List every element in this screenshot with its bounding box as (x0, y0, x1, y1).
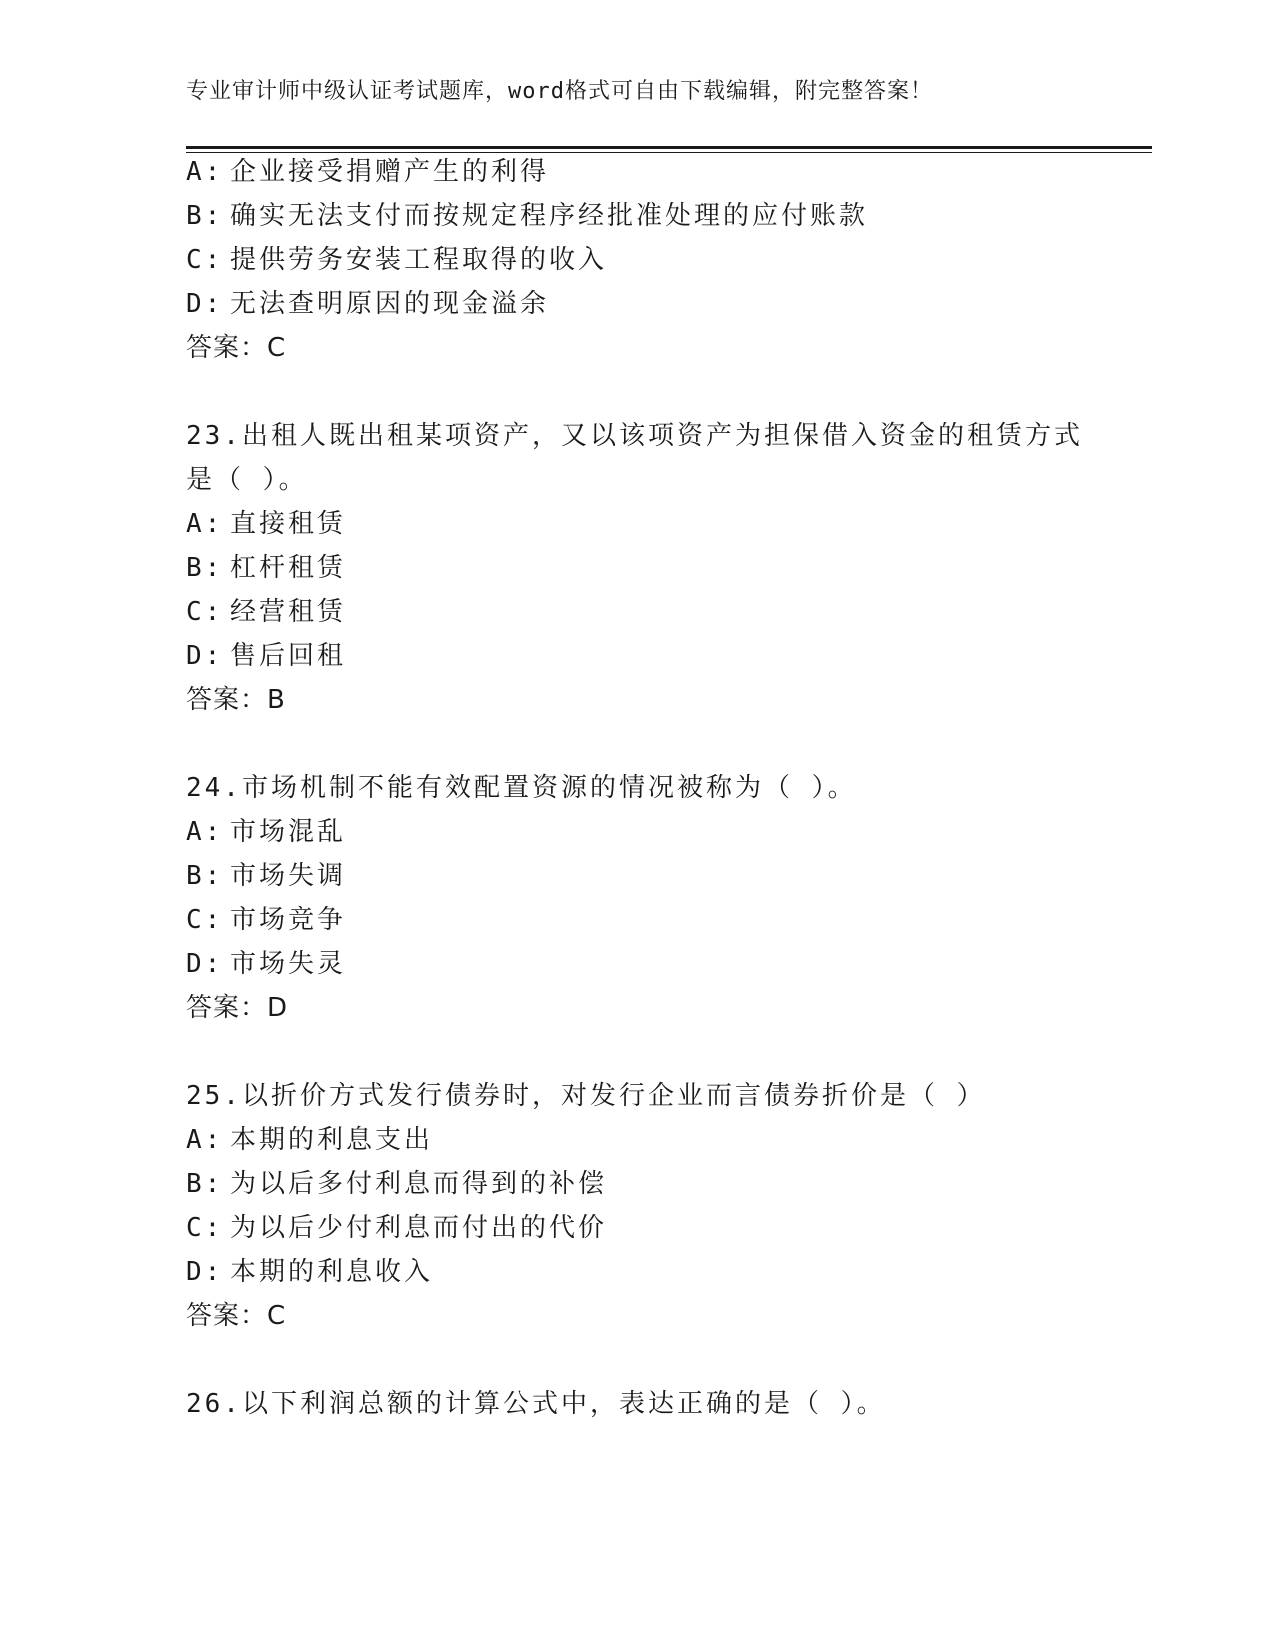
q25-option-d: D: 本期的利息收入 (186, 1257, 434, 1287)
q24-stem-line1: 24.市场机制不能有效配置资源的情况被称为（ ）。 (186, 773, 857, 803)
q22-option-b: B: 确实无法支付而按规定程序经批准处理的应付账款 (186, 201, 869, 231)
q22-option-c: C: 提供劳务安装工程取得的收入 (186, 245, 608, 275)
q24-option-a: A: 市场混乱 (186, 817, 347, 847)
q23-stem-line1: 23.出租人既出租某项资产，又以该项资产为担保借入资金的租赁方式 (186, 421, 1083, 451)
q24-option-d: D: 市场失灵 (186, 949, 347, 979)
header-rule-thick (186, 146, 1152, 149)
q26-stem-line1: 26.以下利润总额的计算公式中，表达正确的是（ ）。 (186, 1389, 886, 1419)
q25-option-c: C: 为以后少付利息而付出的代价 (186, 1213, 608, 1243)
q22-option-d: D: 无法查明原因的现金溢余 (186, 289, 550, 319)
q25-answer: 答案：C (186, 1301, 287, 1331)
q23-option-b: B: 杠杆租赁 (186, 553, 347, 583)
q23-option-d: D: 售后回租 (186, 641, 347, 671)
header-rule-thin (186, 152, 1152, 153)
q24-answer: 答案：D (186, 993, 289, 1023)
q23-option-c: C: 经营租赁 (186, 597, 347, 627)
page-header: 专业审计师中级认证考试题库，word格式可自由下载编辑，附完整答案！ (186, 79, 933, 104)
q24-option-b: B: 市场失调 (186, 861, 347, 891)
q25-option-a: A: 本期的利息支出 (186, 1125, 434, 1155)
q25-stem-line1: 25.以折价方式发行债券时，对发行企业而言债券折价是（ ） (186, 1081, 986, 1111)
q22-answer: 答案：C (186, 333, 287, 363)
q23-option-a: A: 直接租赁 (186, 509, 347, 539)
q24-option-c: C: 市场竞争 (186, 905, 347, 935)
q23-answer: 答案：B (186, 685, 286, 715)
q22-option-a: A: 企业接受捐赠产生的利得 (186, 157, 550, 187)
q25-option-b: B: 为以后多付利息而得到的补偿 (186, 1169, 608, 1199)
q23-stem-line2: 是（ ）。 (186, 465, 308, 495)
